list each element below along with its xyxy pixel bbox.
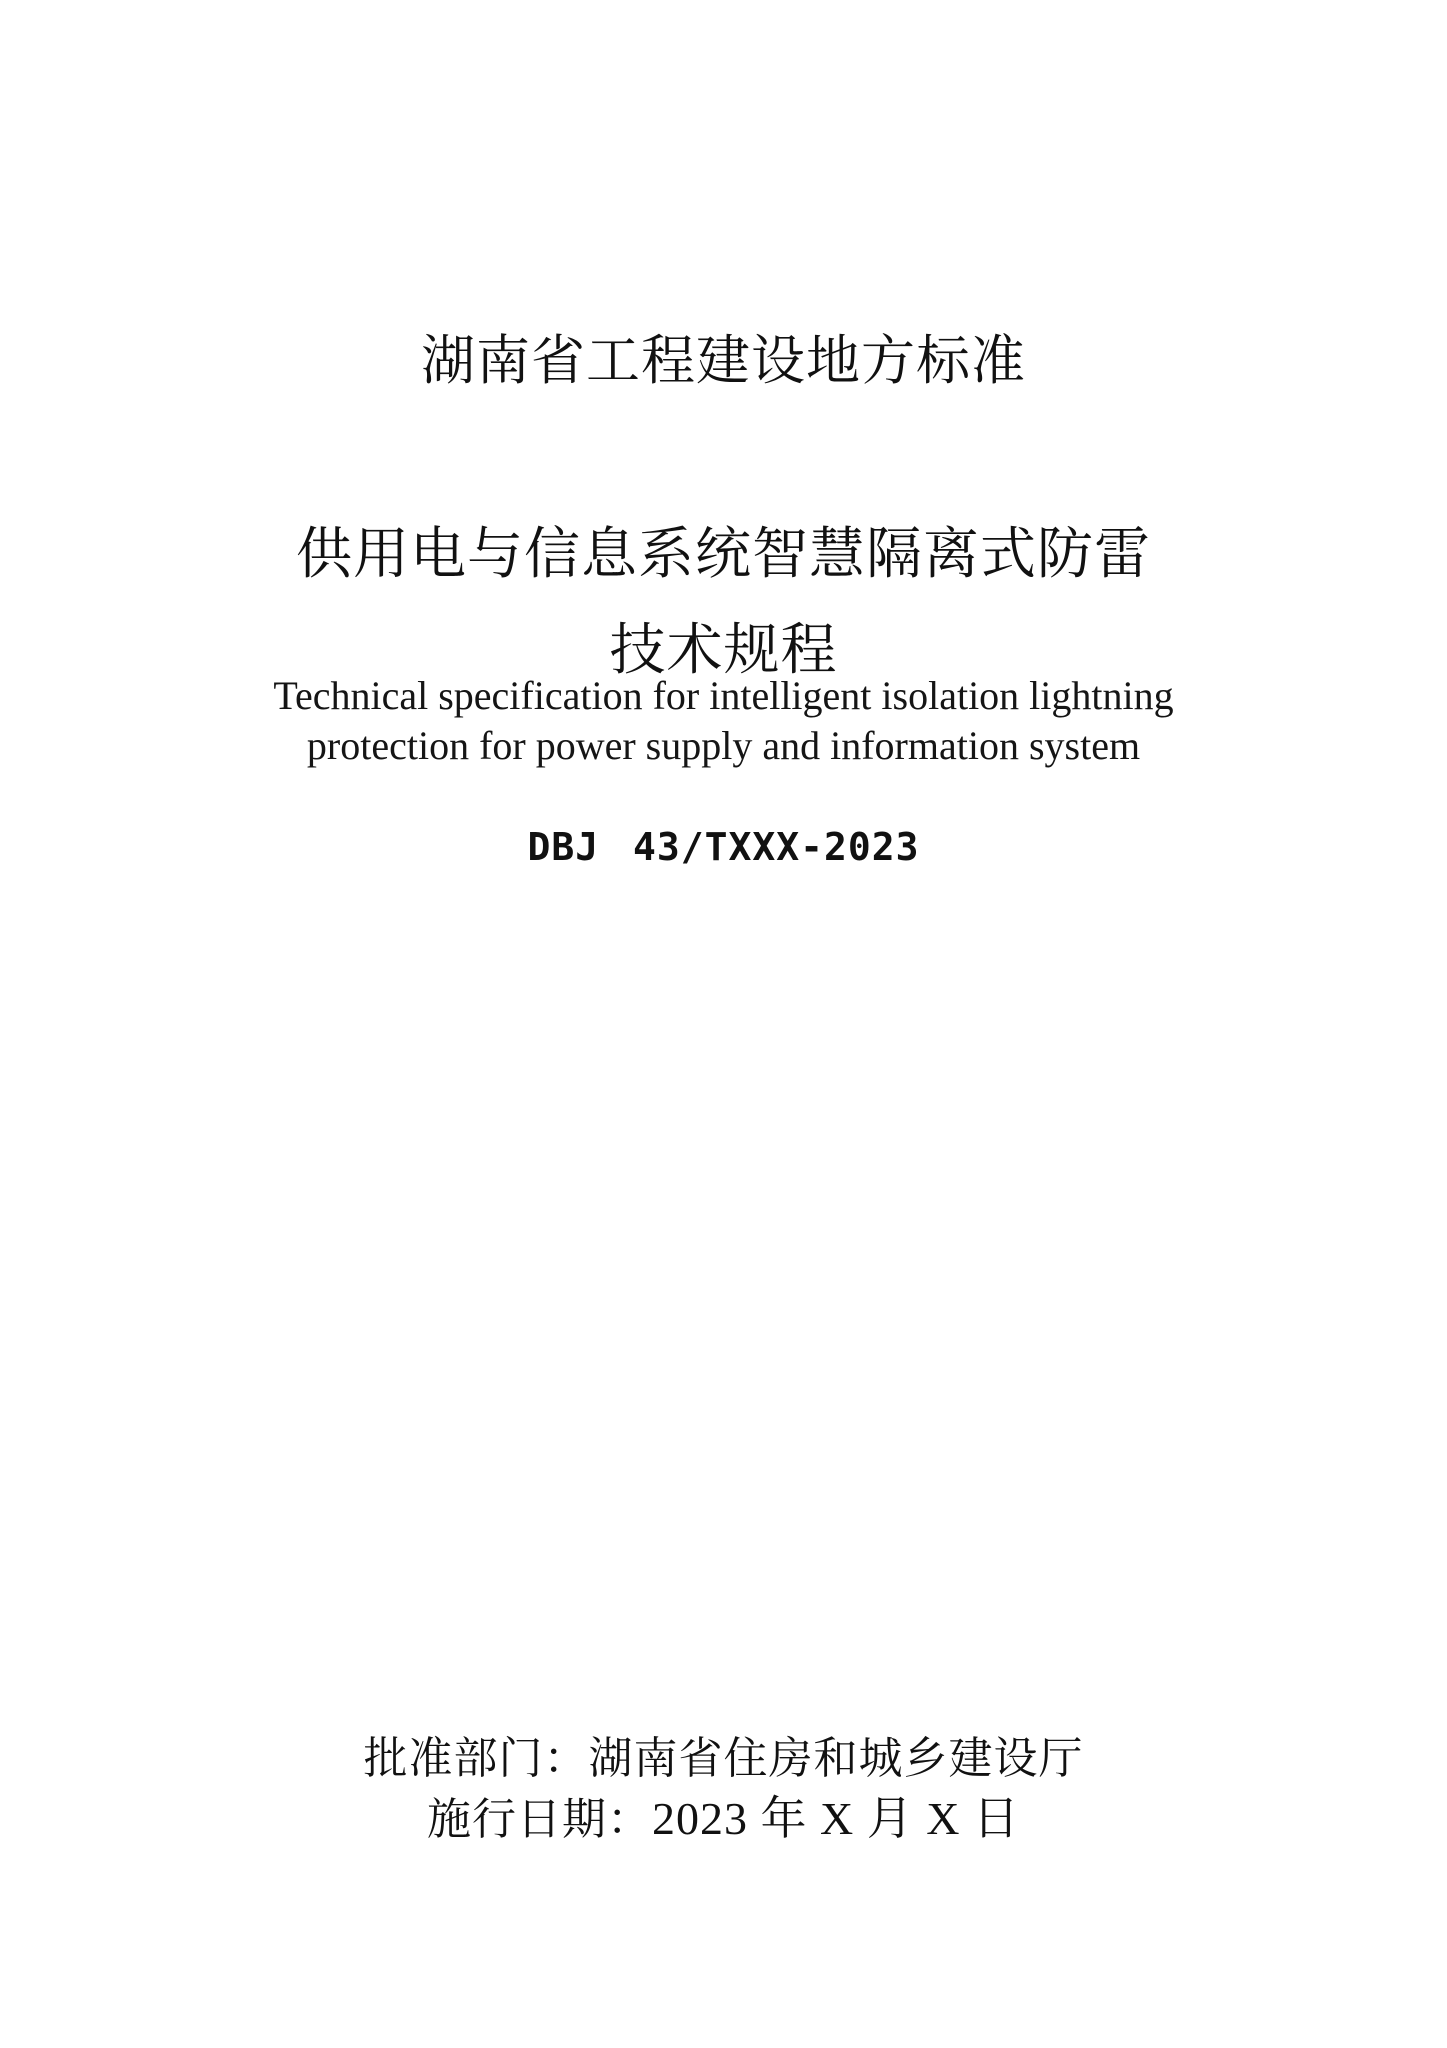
english-title-line-1: Technical specification for intelligent isolation lightning (273, 673, 1174, 718)
approval-department (0, 1722, 1447, 1786)
chinese-title-line-2: 技术规程 (609, 618, 838, 683)
english-title-line-2: protection for power supply and information system (306, 723, 1141, 768)
standard-type-heading: 湖南省工程建设地方标准 (421, 329, 1026, 392)
effective-label: 施行日期： (427, 1794, 653, 1845)
chinese-title-line-1: 供用电与信息系统智慧隔离式防雷 (296, 522, 1151, 587)
effective-date (0, 1782, 1447, 1848)
standard-code: DBJ 43/TXXX-2023 (527, 825, 920, 869)
approval-label: 批准部门： (363, 1733, 589, 1784)
effective-value: 2023 年 X 月 X 日 (652, 1793, 1020, 1844)
approval-value: 湖南省住房和城乡建设厅 (588, 1733, 1084, 1784)
